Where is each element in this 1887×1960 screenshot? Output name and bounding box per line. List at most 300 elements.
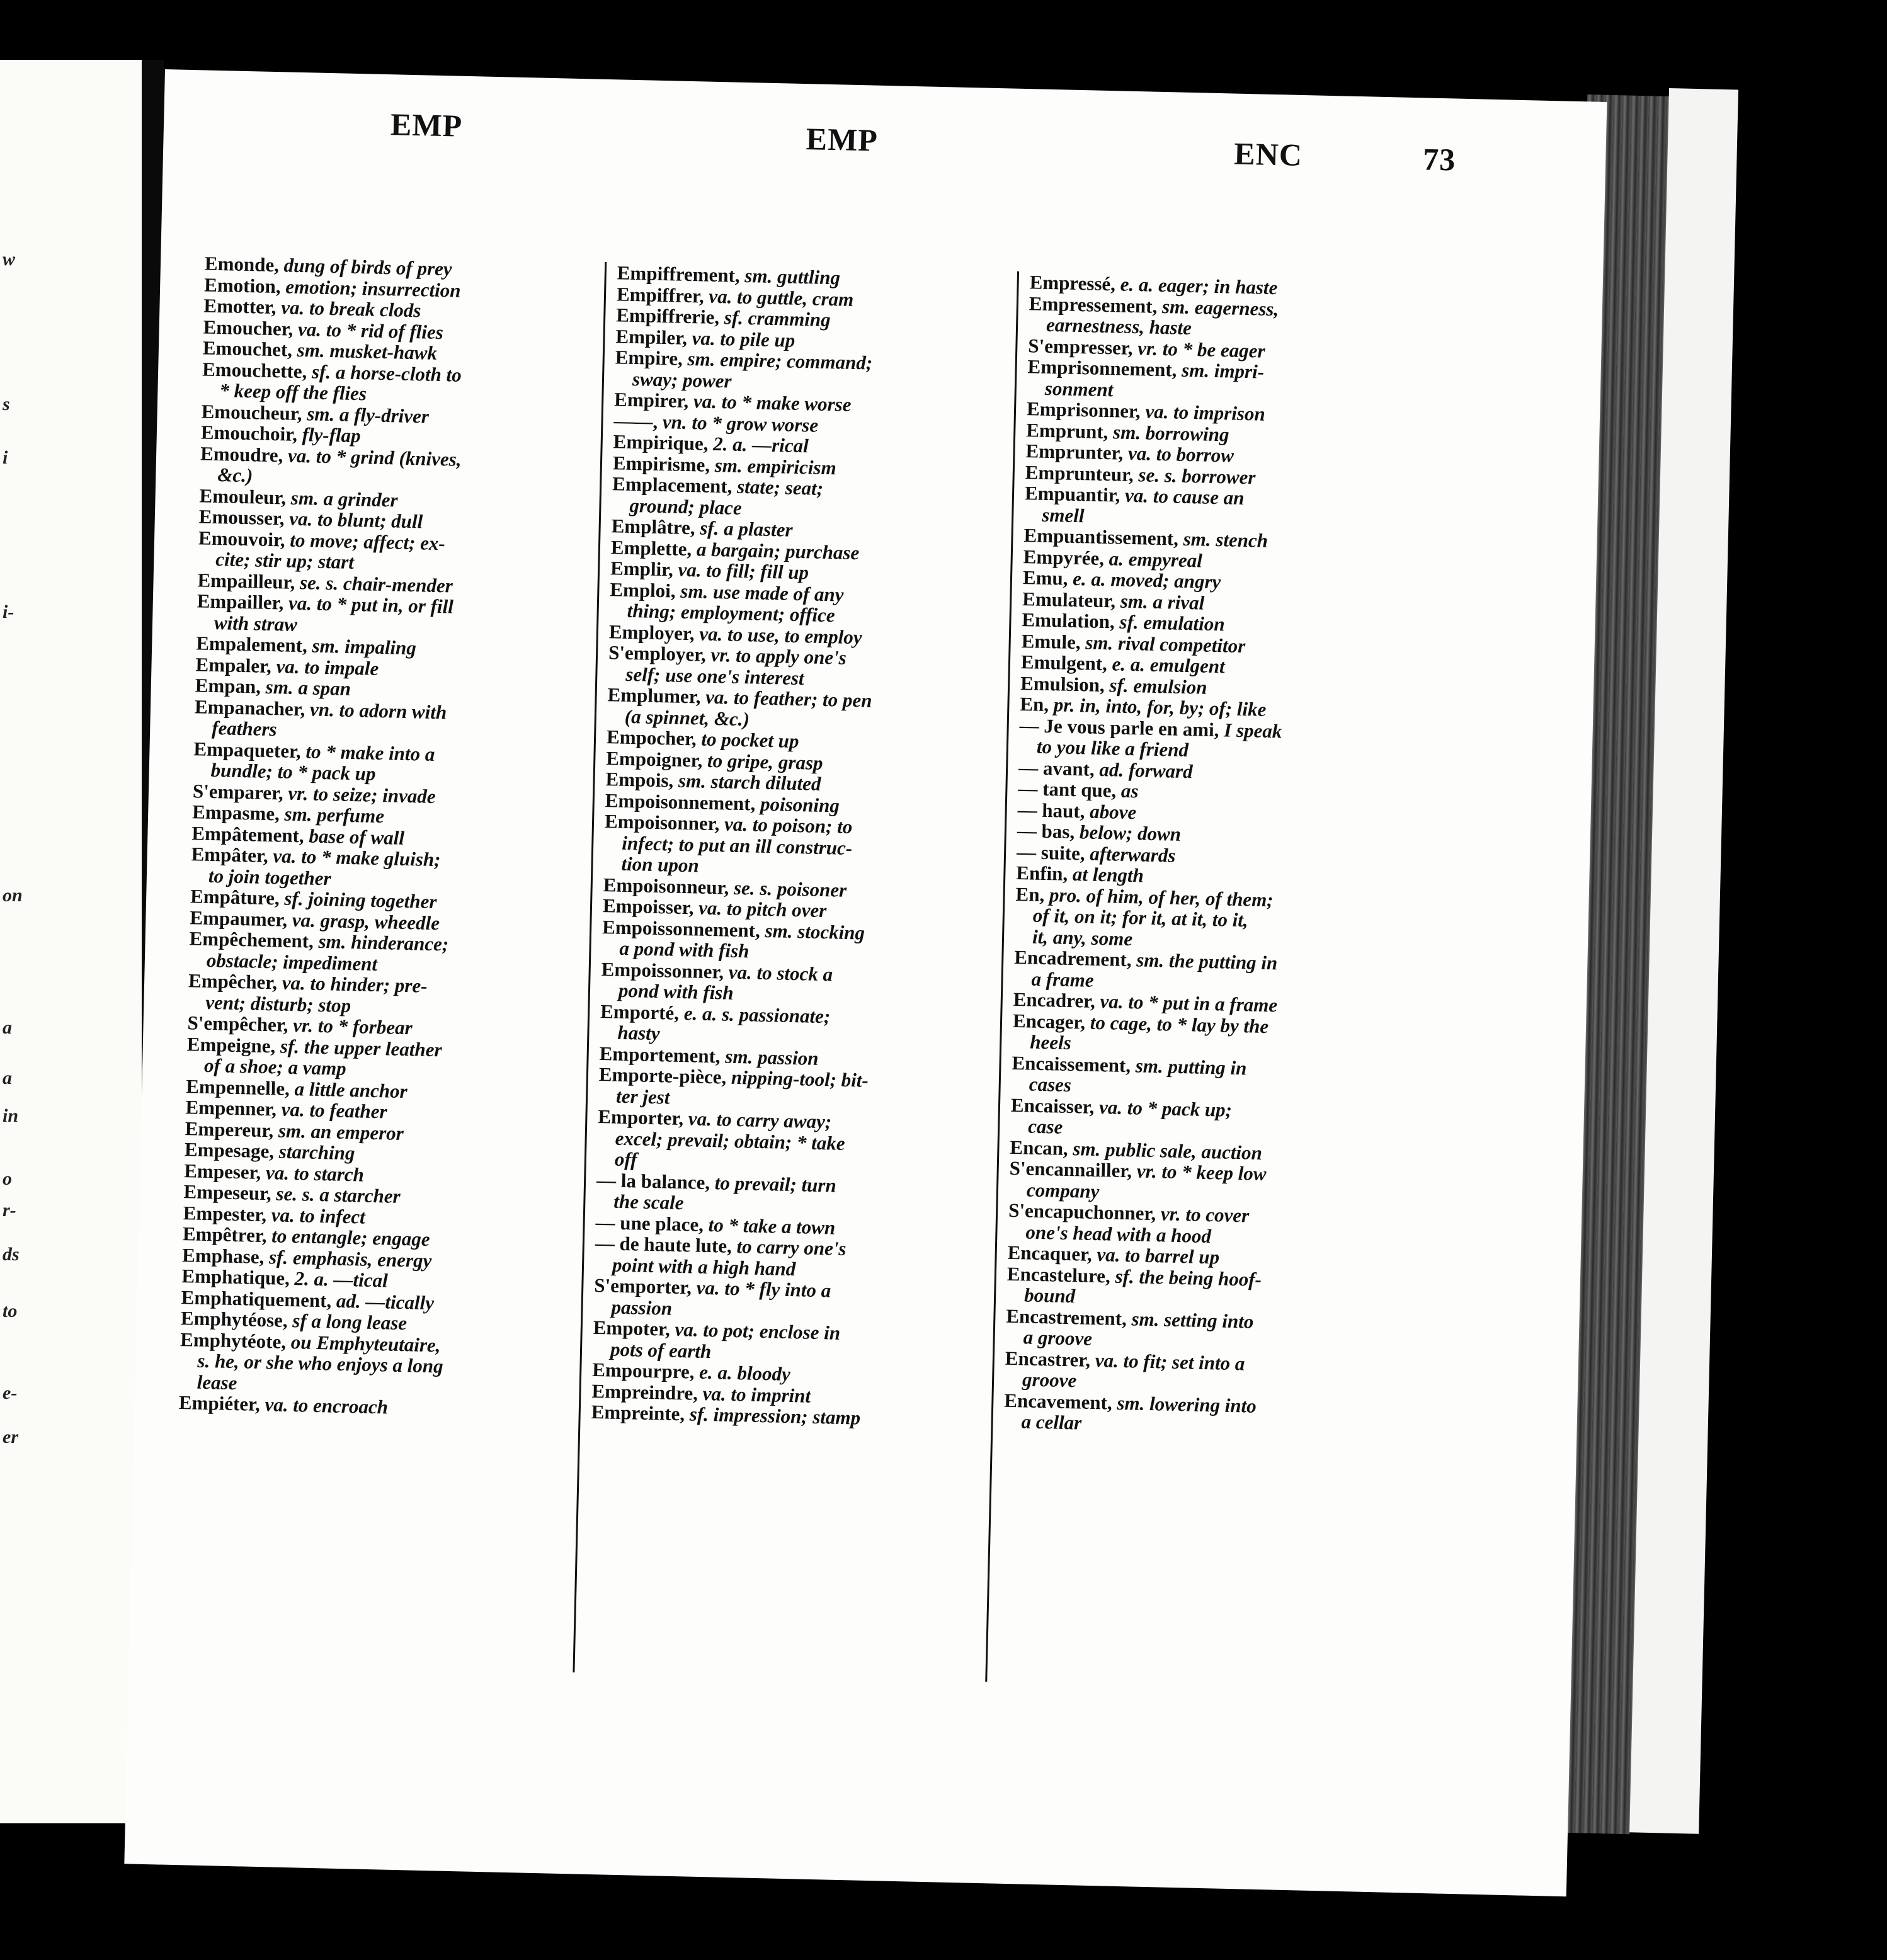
definition: nipping-tool; bit- [726,1066,869,1091]
headword: Emotion, [203,273,282,297]
definition: sm. borrowing [1108,420,1229,445]
headword: Emplacement, [612,472,733,498]
headword: Emphytéose, [180,1307,288,1331]
headword: Empreindre, [591,1379,698,1404]
headword: S'encapuchonner, [1008,1199,1156,1225]
headword: S'emparer, [192,779,284,804]
definition: va. to break clods [276,296,421,322]
headword: ——, [613,409,658,433]
headword: Emulgent, [1020,651,1108,675]
definition: vr. to * be eager [1132,336,1265,362]
definition: pro. of him, of her, of them; [1044,883,1274,911]
page-number: 73 [1422,141,1456,178]
headword: Empereur, [185,1117,274,1141]
headword: Encastrement, [1006,1304,1127,1330]
definition: va. to * put in, or fill [283,591,454,618]
headword: Empuantir, [1024,482,1120,506]
headword: Encastrer, [1005,1347,1091,1371]
definition: fly-flap [297,423,362,447]
definition: sf. the upper leather [275,1034,442,1061]
definition: pots of earth [610,1338,712,1362]
headword: Enfin, [1016,861,1068,885]
definition: sonment [1044,377,1114,401]
headword: — de haute lute, [595,1231,733,1257]
definition: sm. perfume [279,802,385,828]
facing-page-fragment: to [3,1301,18,1321]
definition: sf a long lease [287,1309,408,1335]
headword: Emprunter, [1025,440,1124,464]
definition: earnestness, haste [1046,313,1192,339]
definition: tion upon [621,852,700,877]
definition: smell [1041,503,1085,527]
definition: of it, on it; for it, at it, to it, [1032,904,1249,932]
definition: sm. passion [720,1044,819,1069]
definition: va. to imprison [1140,400,1266,425]
definition: dung of birds of prey [278,254,453,280]
headword: Emplir, [610,557,674,581]
definition: case [1027,1115,1063,1138]
facing-page-fragment: s [3,394,10,414]
definition: a frame [1031,967,1094,991]
definition: to cage, to * lay by the [1085,1011,1269,1037]
definition: heels [1029,1030,1072,1054]
column-3 [1003,271,1408,1440]
headword: Empoissonner, [601,957,724,983]
headword: Empeigne, [186,1032,276,1057]
definition: sm. use made of any [675,579,844,606]
definition: cite; stir up; start [215,548,355,574]
definition: to prevail; turn [709,1171,837,1197]
definition: sf. a plaster [695,516,793,541]
headword: S'empresser, [1028,334,1133,359]
definition: sm. a grinder [285,486,398,511]
definition: to move; affect; ex- [285,528,446,554]
definition: obstacle; impediment [206,949,378,975]
definition: va. to * fly into a [691,1276,831,1302]
definition: to pocket up [696,727,799,753]
definition: sm. guttling [739,264,841,289]
definition: va. to fill; fill up [673,558,809,584]
definition: sm. eagerness, [1156,295,1279,320]
definition: va. to stock a [723,960,833,985]
definition: sm. a fly-driver [302,402,430,428]
definition: the scale [613,1190,684,1214]
definition: * keep off the flies [219,379,367,405]
definition: vr. to * forbear [288,1013,413,1039]
headword: Emouchette, [202,357,307,382]
definition: to join together [208,864,331,889]
headword: Empenner, [185,1096,277,1120]
headword: Empirique, [613,430,709,455]
definition: va. to poison; to [719,812,853,838]
definition: se. s. borrower [1133,463,1256,488]
headword: Empâtement, [191,821,305,846]
headword: Empoisser, [602,894,694,919]
headword: S'empêcher, [187,1011,288,1036]
definition: below; down [1074,821,1182,845]
definition: afterwards [1085,841,1176,867]
headword: Empoisonner, [604,810,720,835]
left-guide-word: EMP [390,106,463,144]
headword: — haut, [1017,798,1085,822]
definition: sm. musket-hawk [292,338,438,364]
definition: va. to * make gluish; [268,845,441,871]
headword: Empeser, [183,1159,261,1183]
definition: as [1115,779,1139,802]
definition: with straw [214,611,298,635]
definition: of a shoe; a vamp [203,1054,347,1080]
definition: groove [1022,1368,1077,1392]
headword: Emule, [1021,629,1081,653]
definition: e. a. moved; angry [1068,567,1221,593]
facing-page-fragment: i- [3,601,14,622]
headword: Empoisonneur, [603,873,729,899]
definition: lease [197,1370,237,1394]
definition: (a spinnet, &c.) [624,705,750,730]
headword: Emousser, [198,505,285,530]
headword: Empaumer, [190,906,288,931]
definition: va. to * grind (knives, [282,443,462,470]
headword: Emporter, [598,1105,684,1130]
headword: Emulsion, [1020,671,1105,696]
facing-page-fragment: o [3,1168,12,1189]
definition: &c.) [217,464,253,487]
definition: cases [1029,1073,1072,1097]
headword: — bas, [1017,819,1075,843]
headword: Emouchet, [202,336,293,361]
definition: va. to * make worse [688,389,852,416]
headword: Empesage, [184,1138,275,1163]
headword: Emotter, [203,294,276,319]
headword: Empressement, [1029,292,1158,317]
center-guide-word: EMP [806,121,879,158]
definition: state; seat; [732,475,824,499]
definition: vr. to seize; invade [283,782,436,807]
headword: Emouleur, [199,484,287,509]
definition: va. to barrel up [1092,1243,1220,1268]
headword: Empressé, [1029,271,1116,295]
headword: Emporte-pièce, [598,1063,727,1088]
headword: — avant, [1018,756,1095,780]
headword: — Je vous parle en ami, [1019,714,1219,741]
definition: one's head with a hood [1025,1220,1212,1247]
definition: va. grasp, wheedle [287,908,440,934]
dictionary-page [124,69,1607,1896]
definition: sf. emphasis, energy [263,1245,432,1272]
definition: va. to impale [271,654,379,680]
definition: ad. forward [1094,758,1194,782]
headword: S'emporter, [593,1273,692,1299]
headword: Empoigner, [605,746,703,772]
definition: sm. a span [260,675,351,700]
headword: Emplâtre, [611,515,695,539]
headword: Encaissement, [1012,1051,1131,1076]
definition: e. a. eager; in haste [1115,273,1278,299]
headword: Empoisonnement, [605,789,756,815]
headword: — la balance, [596,1168,710,1194]
headword: Empiler, [615,324,688,349]
headword: Emplumer, [607,683,701,708]
definition: it, any, some [1032,925,1133,950]
definition: sm. an emperor [273,1119,404,1144]
definition: va. to feather; to pen [700,685,872,712]
headword: Empoter, [593,1316,671,1340]
headword: Empirer, [613,388,689,412]
headword: Empreinte, [591,1400,685,1425]
headword: Emoudre, [200,442,283,466]
headword: Emportement, [599,1042,721,1067]
column-1 [179,253,583,1422]
definition: a pond with fish [619,937,750,962]
definition: 2. a. —rical [708,432,809,457]
definition: ou Emphyteutaire, [285,1330,441,1356]
definition: vn. to * grow worse [657,410,819,436]
headword: Emulation, [1022,608,1115,633]
definition: va. to encroach [259,1393,389,1418]
headword: Emprunteur, [1025,460,1134,486]
headword: Empennelle, [185,1074,290,1100]
headword: Empêchement, [189,927,314,952]
headword: Empuantissement, [1023,524,1179,550]
definition: a. empyreal [1103,547,1203,572]
headword: Encadrement, [1013,945,1132,971]
headword: Employer, [608,620,695,644]
definition: point with a high hand [612,1253,796,1280]
headword: Empâter, [191,843,269,867]
definition: sm. putting in [1130,1054,1247,1079]
headword: Encaisser, [1010,1093,1095,1118]
facing-page-fragment: r- [3,1200,16,1221]
definition: sm. a rival [1115,589,1205,614]
headword: Emu, [1022,566,1068,590]
definition: to gripe, grasp [702,749,823,774]
headword: S'encannailler, [1009,1156,1132,1182]
definition: infect; to put an ill construc- [621,831,853,859]
definition: sm. hinderance; [313,930,449,955]
definition: va. to * rid of flies [292,317,444,343]
definition: sf. impression; stamp [684,1403,861,1429]
headword: Empêtrer, [182,1222,267,1247]
definition: sf. the being hoof- [1110,1265,1262,1291]
headword: Empiffrerie, [615,304,720,329]
definition: va. to starch [260,1161,365,1186]
definition: a little anchor [289,1077,408,1102]
headword: Emphase, [181,1243,265,1268]
definition: to * take a town [703,1213,836,1239]
definition: to you like a friend [1036,735,1189,761]
headword: Empois, [605,768,674,792]
definition: se. s. poisoner [728,876,847,901]
definition: base of wall [304,824,405,849]
definition: bundle; to * pack up [210,758,376,785]
headword: Empailleur, [197,568,295,593]
definition: sf. emulsion [1104,673,1207,698]
definition: s. he, or she who enjoys a long [197,1349,443,1377]
facing-page-fragment: a [3,1017,12,1038]
definition: ground; place [629,494,743,519]
definition: vr. to cover [1155,1202,1250,1227]
definition: sm. stocking [760,919,865,944]
headword: Encaquer, [1007,1241,1093,1265]
definition: sf. joining together [279,887,437,913]
definition: hasty [617,1021,661,1045]
definition: sm. impri- [1177,358,1265,383]
headword: Empirisme, [612,451,710,476]
definition: ad. —tically [331,1289,435,1314]
facing-page-fragment: e- [3,1382,18,1403]
definition: to entangle; engage [266,1224,430,1251]
headword: Empasme, [191,801,280,825]
definition: sm. setting into [1126,1307,1254,1333]
headword: Empoissonnement, [601,915,761,942]
headword: Empiffrement, [617,261,741,287]
headword: Empâture, [190,885,280,909]
headword: Encavement, [1004,1389,1113,1414]
definition: va. to borrow [1122,442,1234,467]
headword: Emprisonner, [1026,397,1141,423]
headword: Empan, [195,674,261,698]
definition: excel; prevail; obtain; * take [615,1127,846,1154]
definition: pr. in, into, for, by; of; like [1048,693,1267,721]
headword: Empyrée, [1023,545,1105,569]
headword: Emouvoir, [198,526,286,551]
definition: va. to pot; enclose in [670,1318,841,1344]
column-2 [591,262,995,1431]
headword: Emphatiquement, [181,1285,332,1311]
definition: above [1085,799,1137,823]
facing-page [0,60,142,1823]
definition: sm. impaling [307,634,417,659]
definition: va. to hinder; pre- [276,971,428,997]
headword: Encadrer, [1013,988,1096,1012]
definition: sm. empiricism [709,453,837,479]
facing-page-fragment: in [3,1105,19,1126]
definition: vent; disturb; stop [205,991,351,1017]
definition: at length [1067,862,1144,887]
headword: Emprunt, [1025,418,1109,443]
definition: to carry one's [731,1234,847,1260]
headword: Emoucher, [203,315,294,340]
definition: va. to * put in a frame [1095,989,1278,1017]
definition: se. s. a starcher [271,1182,401,1207]
definition: starching [273,1140,355,1165]
headword: Emprisonnement, [1027,355,1177,381]
facing-page-fragment: w [3,249,16,270]
definition: sm. lowering into [1112,1391,1257,1417]
definition: sm. stench [1178,527,1268,552]
definition: bound [1023,1284,1076,1308]
headword: Empire, [615,346,683,370]
definition: 2. a. —tical [289,1267,389,1292]
headword: Empanacher, [194,695,305,720]
headword: Encan, [1010,1136,1069,1159]
definition: ter jest [615,1085,670,1108]
right-guide-word: ENC [1233,135,1303,173]
headword: Empocher, [606,726,697,750]
facing-page-fragment: er [3,1427,18,1447]
headword: S'employer, [608,641,707,666]
definition: va. to cause an [1119,484,1245,510]
definition: vr. to apply one's [705,643,847,669]
definition: a cellar [1021,1410,1082,1434]
definition: sway; power [632,367,732,392]
headword: Emplette, [610,535,692,560]
definition: sm. starch diluted [673,769,821,795]
definition: pond with fish [618,979,734,1004]
definition: va. to guttle, cram [704,285,854,311]
headword: Emoucheur, [201,399,302,424]
headword: Empêcher, [188,969,278,994]
headword: Emphytéote, [180,1328,287,1353]
definition: self; use one's interest [625,663,805,689]
definition: e. a. emulgent [1107,652,1226,678]
headword: Emphatique, [181,1265,290,1289]
definition: sm. empire; command; [682,347,873,374]
facing-page-fragment: ds [3,1244,20,1265]
headword: Empailler, [197,590,284,614]
definition: sm. the putting in [1131,949,1278,974]
headword: Empiéter, [178,1391,261,1415]
definition: sm. rival competitor [1080,630,1246,657]
definition: va. to infect [266,1203,366,1228]
definition: se. s. chair-mender [294,571,453,597]
definition: va. to blunt; dull [284,507,423,533]
facing-page-fragment: i [3,447,8,468]
definition: va. to use, to employ [694,622,863,648]
headword: Empaler, [195,652,272,677]
definition: e. a. bloody [694,1360,791,1386]
facing-page-fragment: on [3,885,23,906]
facing-page-fragment: a [3,1068,12,1088]
definition: a groove [1023,1326,1093,1350]
definition: va. to fit; set into a [1090,1348,1245,1374]
headword: Encastelure, [1006,1262,1111,1287]
definition: sf. a horse-cloth to [306,360,462,386]
definition: passion [611,1296,673,1319]
headword: Empiffrer, [616,282,705,307]
definition: vn. to adorn with [305,697,447,723]
headword: Empalement, [195,632,308,657]
definition: feathers [211,716,277,741]
headword: Emploi, [610,578,676,602]
definition: a bargain; purchase [691,537,860,564]
definition: I speak [1219,718,1282,742]
headword: En, [1015,882,1045,906]
definition: va. to pitch over [693,896,827,922]
definition: e. a. s. passionate; [678,1001,831,1027]
definition: company [1026,1178,1100,1202]
headword: Emouchoir, [200,421,298,445]
headword: — une place, [595,1211,704,1236]
headword: Empourpre, [591,1358,695,1383]
definition: sf. cramming [719,306,831,331]
headword: Emporté, [600,1000,680,1024]
definition: emotion; insurrection [280,275,461,302]
definition: va. to * pack up; [1093,1095,1233,1121]
headword: Encager, [1012,1009,1086,1034]
headword: Empester, [183,1201,267,1226]
definition: va. to feather [276,1098,387,1123]
definition: va. to imprint [697,1382,811,1407]
headword: — tant que, [1018,777,1117,802]
definition: sm. public sale, auction [1068,1137,1263,1164]
headword: Empaqueter, [193,737,302,762]
definition: thing; employment; office [627,599,836,627]
definition: sf. emulation [1114,610,1225,635]
headword: Emulateur, [1022,587,1116,612]
headword: — suite, [1016,840,1086,864]
definition: poisoning [755,792,840,817]
